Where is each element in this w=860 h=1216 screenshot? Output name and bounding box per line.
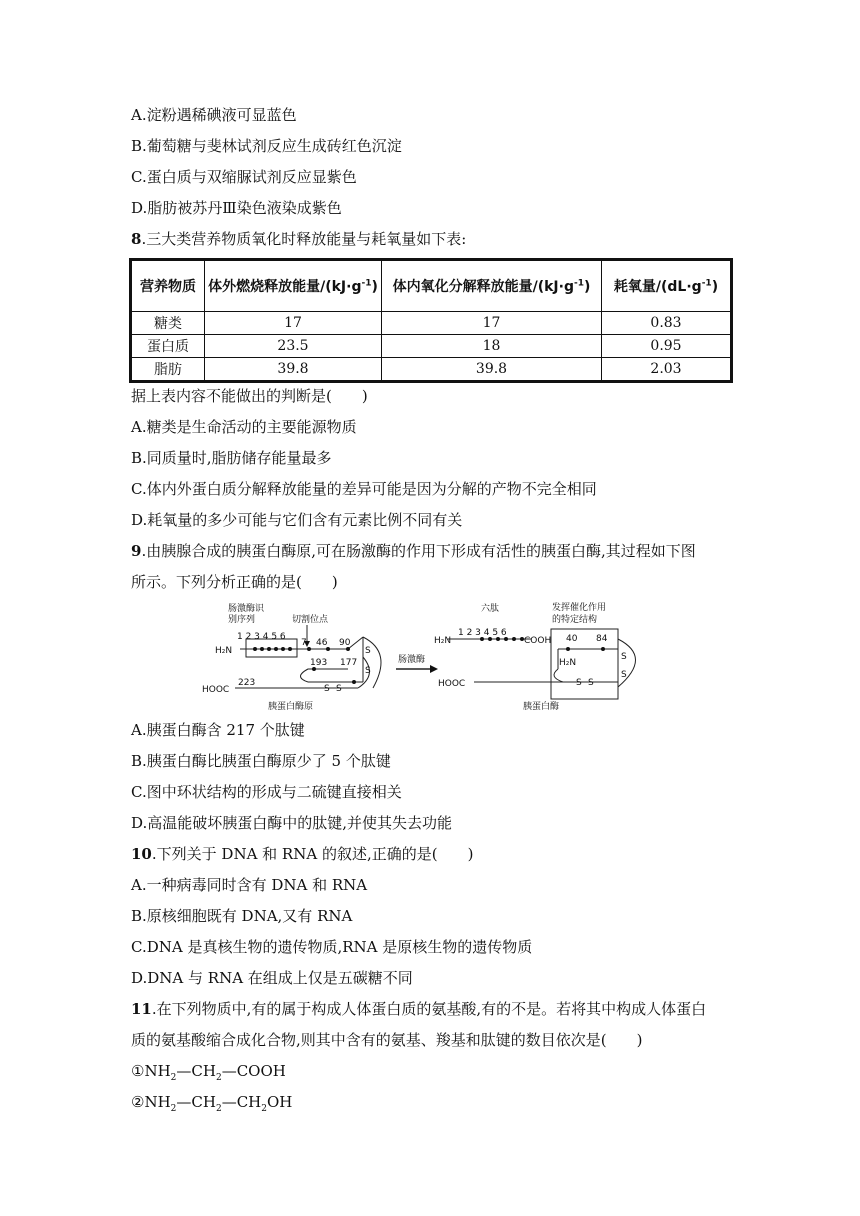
table-header-external-sup: -1 bbox=[361, 278, 372, 289]
q9-number: 9 bbox=[131, 542, 142, 560]
disulfide-s-4: S bbox=[336, 684, 342, 694]
q8-option-d: D.耗氧量的多少可能与它们含有元素比例不同有关 bbox=[131, 511, 463, 529]
nutrition-table bbox=[129, 258, 733, 383]
q11-stem-text: .在下列物质中,有的属于构成人体蛋白质的氨基酸,有的不是。若将其中构成人体蛋白 bbox=[151, 1000, 707, 1018]
n193-label: 193 bbox=[310, 658, 328, 668]
table-header-oxygen-close: ) bbox=[711, 279, 719, 295]
table-cell: 17 bbox=[382, 312, 602, 335]
q9-stem-line1 bbox=[131, 541, 696, 561]
q11-item-2-d: OH bbox=[266, 1093, 293, 1111]
q8-option-b: B.同质量时,脂肪储存能量最多 bbox=[131, 449, 332, 467]
table-cell: 糖类 bbox=[131, 312, 205, 335]
q10-option-d: D.DNA 与 RNA 在组成上仅是五碳糖不同 bbox=[131, 969, 413, 987]
hooc-right-label: HOOC bbox=[438, 679, 466, 689]
q9-option-b: B.胰蛋白酶比胰蛋白酶原少了 5 个肽键 bbox=[131, 752, 391, 770]
q11-stem-line2: 质的氨基酸缩合成化合物,则其中含有的氨基、羧基和肽键的数目依次是( ) bbox=[131, 1031, 643, 1049]
catalytic-label-2: 的特定结构 bbox=[552, 615, 598, 625]
h2n-inner-label: H₂N bbox=[559, 658, 577, 668]
table-header-external bbox=[205, 260, 382, 312]
q11-item-1 bbox=[131, 1061, 286, 1081]
disulfide-s-1: S bbox=[365, 646, 371, 656]
seq-left-label: 1 2 3 4 5 6 bbox=[237, 632, 286, 642]
q8-option-a: A.糖类是生命活动的主要能源物质 bbox=[131, 418, 357, 436]
q9-stem-text: .由胰腺合成的胰蛋白酶原,可在肠激酶的作用下形成有活性的胰蛋白酶,其过程如下图 bbox=[141, 542, 696, 560]
table-header-internal-sup: -1 bbox=[573, 278, 584, 289]
q8-stem bbox=[131, 229, 466, 249]
h2n-left-label: H₂N bbox=[215, 646, 233, 656]
table-header-internal bbox=[382, 260, 602, 312]
disulfide-s-7: S bbox=[576, 678, 582, 688]
q11-item-1-a: ①NH bbox=[131, 1062, 171, 1080]
q10-option-c: C.DNA 是真核生物的遗传物质,RNA 是原核生物的遗传物质 bbox=[131, 938, 533, 956]
trypsinogen-diagram bbox=[198, 597, 668, 715]
table-header-external-text: 体外燃烧释放能量/(kJ·g bbox=[208, 279, 362, 295]
table-header-internal-text: 体内氧化分解释放能量/(kJ·g bbox=[392, 279, 574, 295]
h2n-right-label: H₂N bbox=[434, 636, 452, 646]
disulfide-s-3: S bbox=[324, 684, 330, 694]
q11-item-1-c: —COOH bbox=[221, 1062, 286, 1080]
table-cell: 39.8 bbox=[382, 358, 602, 382]
table-header-row bbox=[131, 260, 732, 312]
q11-item-2-sub-a: 2 bbox=[170, 1104, 177, 1114]
hexapeptide-label: 六肽 bbox=[481, 604, 500, 614]
q11-item-2-a: ②NH bbox=[131, 1093, 171, 1111]
q8-number: 8 bbox=[131, 230, 142, 248]
table-cell: 2.03 bbox=[602, 358, 732, 382]
disulfide-s-2: S bbox=[365, 666, 371, 676]
n223-label: 223 bbox=[238, 678, 256, 688]
trypsin-caption: 胰蛋白酶 bbox=[523, 702, 560, 712]
cooh-label: COOH bbox=[524, 636, 552, 646]
q10-stem-text: .下列关于 DNA 和 RNA 的叙述,正确的是( ) bbox=[151, 845, 474, 863]
q7-option-c: C.蛋白质与双缩脲试剂反应显紫色 bbox=[131, 168, 357, 186]
q10-number: 10 bbox=[131, 845, 152, 863]
catalytic-label-1: 发挥催化作用 bbox=[552, 603, 607, 613]
table-row bbox=[131, 335, 732, 358]
q11-item-1-b: —CH bbox=[176, 1062, 216, 1080]
table-cell: 23.5 bbox=[205, 335, 382, 358]
n7-label: 7 bbox=[301, 638, 307, 648]
table-header-internal-close: ) bbox=[583, 279, 591, 295]
seq-right-label: 1 2 3 4 5 6 bbox=[458, 628, 507, 638]
table-header-oxygen-text: 耗氧量/(dL·g bbox=[613, 279, 702, 295]
n90-label: 90 bbox=[339, 638, 351, 648]
hooc-left-label: HOOC bbox=[202, 685, 230, 695]
q10-option-b: B.原核细胞既有 DNA,又有 RNA bbox=[131, 907, 353, 925]
table-cell: 0.83 bbox=[602, 312, 732, 335]
table-cell: 0.95 bbox=[602, 335, 732, 358]
q11-item-2-sub-b: 2 bbox=[215, 1104, 222, 1114]
table-header-oxygen bbox=[602, 260, 732, 312]
table-cell: 蛋白质 bbox=[131, 335, 205, 358]
q11-item-2-b: —CH bbox=[176, 1093, 216, 1111]
q7-option-a: A.淀粉遇稀碘液可显蓝色 bbox=[131, 106, 297, 124]
n84-label: 84 bbox=[596, 634, 608, 644]
q8-prompt: 据上表内容不能做出的判断是( ) bbox=[131, 387, 368, 405]
disulfide-s-5: S bbox=[621, 652, 627, 662]
disulfide-s-6: S bbox=[621, 670, 627, 680]
q11-item-1-sub-a: 2 bbox=[170, 1073, 177, 1083]
q7-option-b: B.葡萄糖与斐林试剂反应生成砖红色沉淀 bbox=[131, 137, 402, 155]
table-cell: 17 bbox=[205, 312, 382, 335]
q10-stem bbox=[131, 844, 473, 864]
table-header-substance: 营养物质 bbox=[131, 260, 205, 312]
q10-option-a: A.一种病毒同时含有 DNA 和 RNA bbox=[131, 876, 368, 894]
q9-stem-line2: 所示。下列分析正确的是( ) bbox=[131, 573, 338, 591]
table-cell: 18 bbox=[382, 335, 602, 358]
q9-option-d: D.高温能破坏胰蛋白酶中的肽键,并使其失去功能 bbox=[131, 814, 453, 832]
table-header-oxygen-sup: -1 bbox=[701, 278, 712, 289]
cut-site-label: 切割位点 bbox=[292, 615, 329, 625]
q11-number: 11 bbox=[131, 1000, 152, 1018]
table-cell: 39.8 bbox=[205, 358, 382, 382]
recognition-label-1: 肠激酶识 bbox=[228, 604, 265, 614]
recognition-label-2: 别序列 bbox=[228, 615, 256, 625]
q9-option-a: A.胰蛋白酶含 217 个肽键 bbox=[131, 721, 305, 739]
q8-option-c: C.体内外蛋白质分解释放能量的差异可能是因为分解的产物不完全相同 bbox=[131, 480, 597, 498]
table-cell: 脂肪 bbox=[131, 358, 205, 382]
n177-label: 177 bbox=[340, 658, 358, 668]
q7-option-d: D.脂肪被苏丹Ⅲ染色液染成紫色 bbox=[131, 199, 342, 217]
q11-item-2-sub-c: 2 bbox=[261, 1104, 267, 1114]
n46-label: 46 bbox=[316, 638, 328, 648]
disulfide-s-8: S bbox=[588, 678, 594, 688]
table-header-external-close: ) bbox=[371, 279, 378, 295]
table-row bbox=[131, 358, 732, 382]
q11-stem-line1 bbox=[131, 999, 706, 1019]
table-row bbox=[131, 312, 732, 335]
q8-stem-text: .三大类营养物质氧化时释放能量与耗氧量如下表: bbox=[141, 230, 467, 248]
n40-label: 40 bbox=[566, 634, 578, 644]
q11-item-2 bbox=[131, 1092, 292, 1112]
trypsinogen-caption: 胰蛋白酶原 bbox=[268, 702, 314, 712]
q11-item-2-c: —CH bbox=[221, 1093, 262, 1111]
q11-item-1-sub-b: 2 bbox=[215, 1073, 222, 1083]
q9-option-c: C.图中环状结构的形成与二硫键直接相关 bbox=[131, 783, 402, 801]
enterokinase-arrow-label: 肠激酶 bbox=[398, 655, 426, 665]
